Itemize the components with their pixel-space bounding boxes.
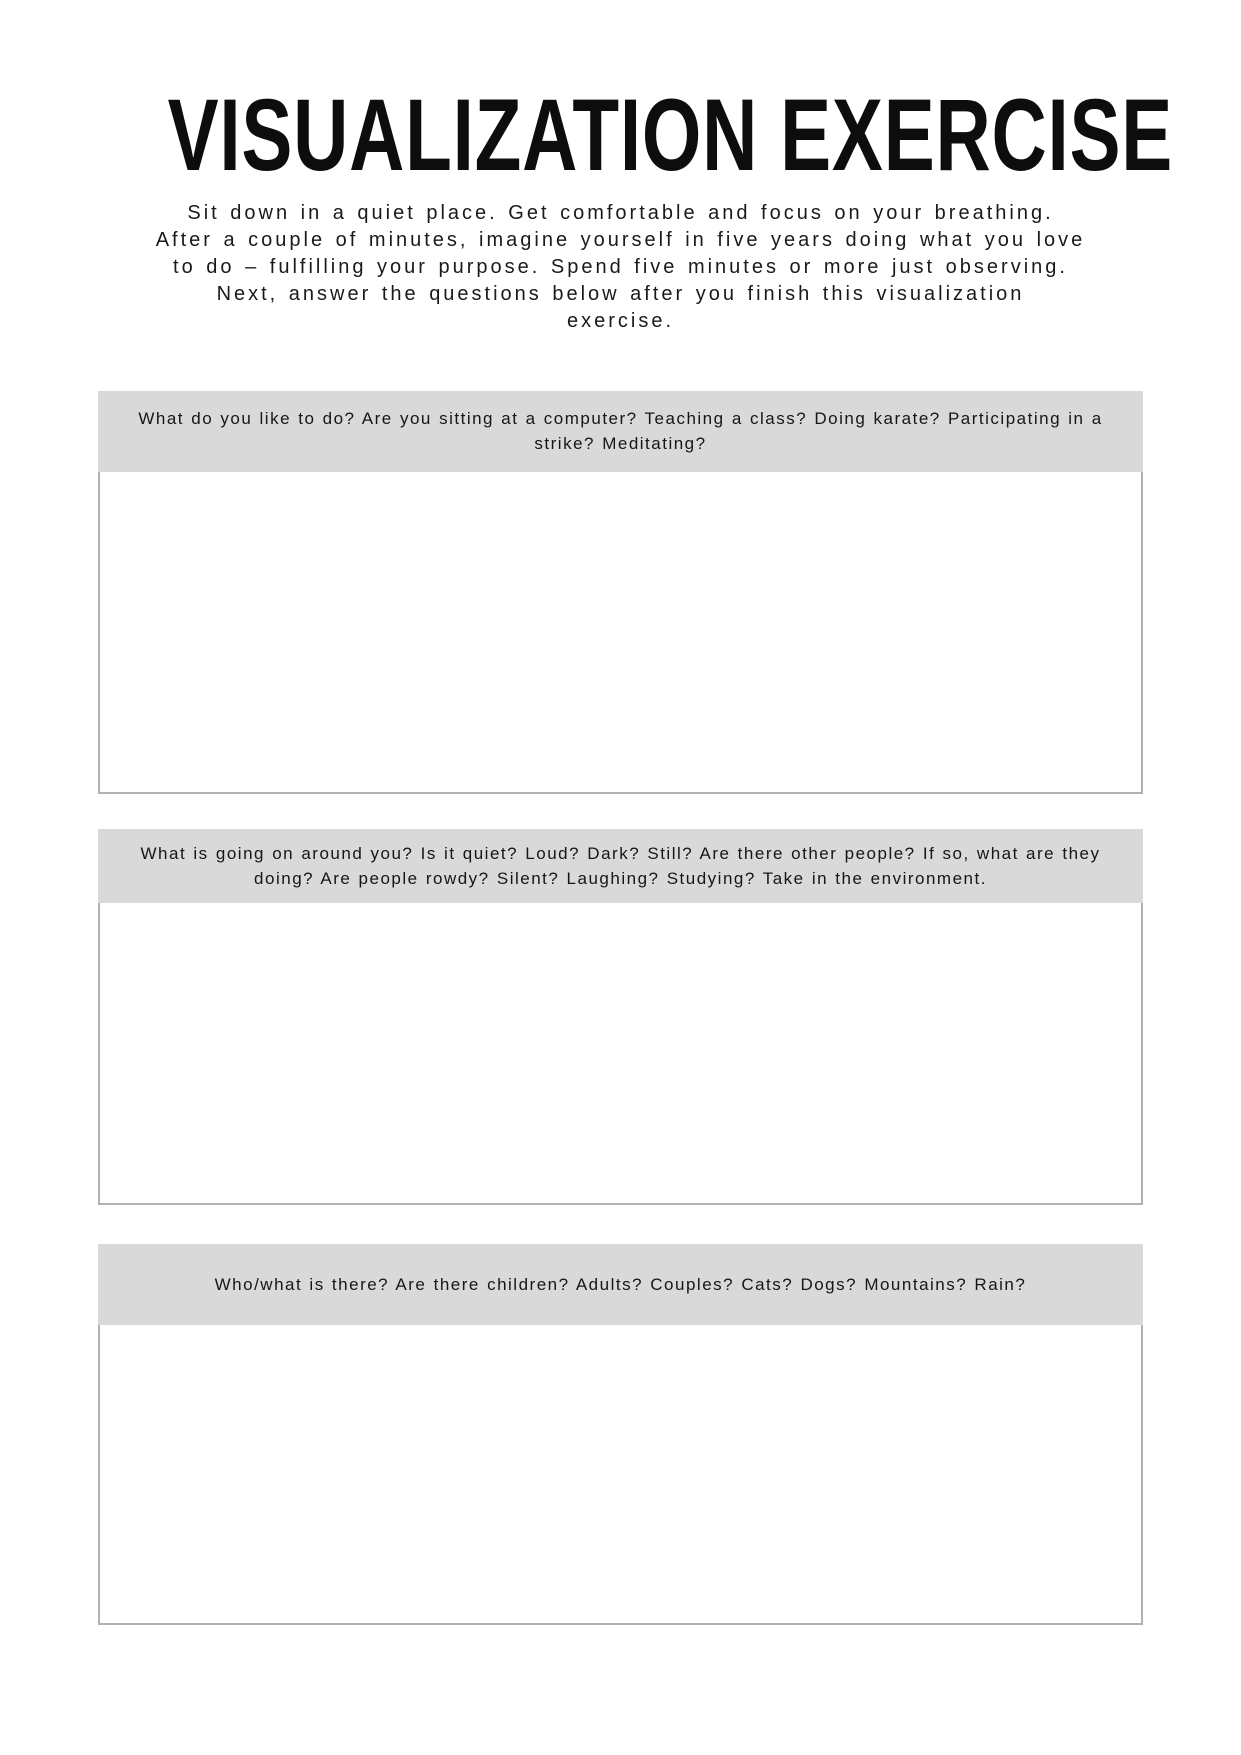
intro-paragraph	[0, 200, 1241, 335]
question-3-answer-area[interactable]	[98, 1325, 1143, 1625]
question-box-3	[98, 1244, 1143, 1625]
question-box-2	[98, 829, 1143, 1205]
question-1-prompt: What do you like to do? Are you sitting at a computer? Teaching a class? Doing karate? Participating in a strike? Meditating?	[98, 391, 1143, 472]
intro-line: After a couple of minutes, imagine yourself in five years doing what you love	[155, 229, 1086, 251]
intro-line: to do – fulfilling your purpose. Spend five minutes or more just observing.	[173, 256, 1068, 278]
page-title	[0, 0, 1241, 192]
question-box-1	[98, 391, 1143, 794]
intro-line: Sit down in a quiet place. Get comfortable and focus on your breathing.	[187, 202, 1054, 224]
question-1-answer-area[interactable]	[98, 472, 1143, 794]
question-2-prompt: What is going on around you? Is it quiet? Loud? Dark? Still? Are there other people? If so, what are they doing? Are people rowdy? Silent? Laughing? Studying? Take in the environment.	[98, 829, 1143, 903]
intro-line: Next, answer the questions below after you finish this visualization	[216, 283, 1025, 305]
question-2-answer-area[interactable]	[98, 903, 1143, 1205]
question-3-prompt: Who/what is there? Are there children? Adults? Couples? Cats? Dogs? Mountains? Rain?	[98, 1244, 1143, 1325]
page-title-text: VISUALIZATION EXERCISE	[167, 78, 1174, 192]
intro-line: exercise.	[566, 310, 675, 332]
